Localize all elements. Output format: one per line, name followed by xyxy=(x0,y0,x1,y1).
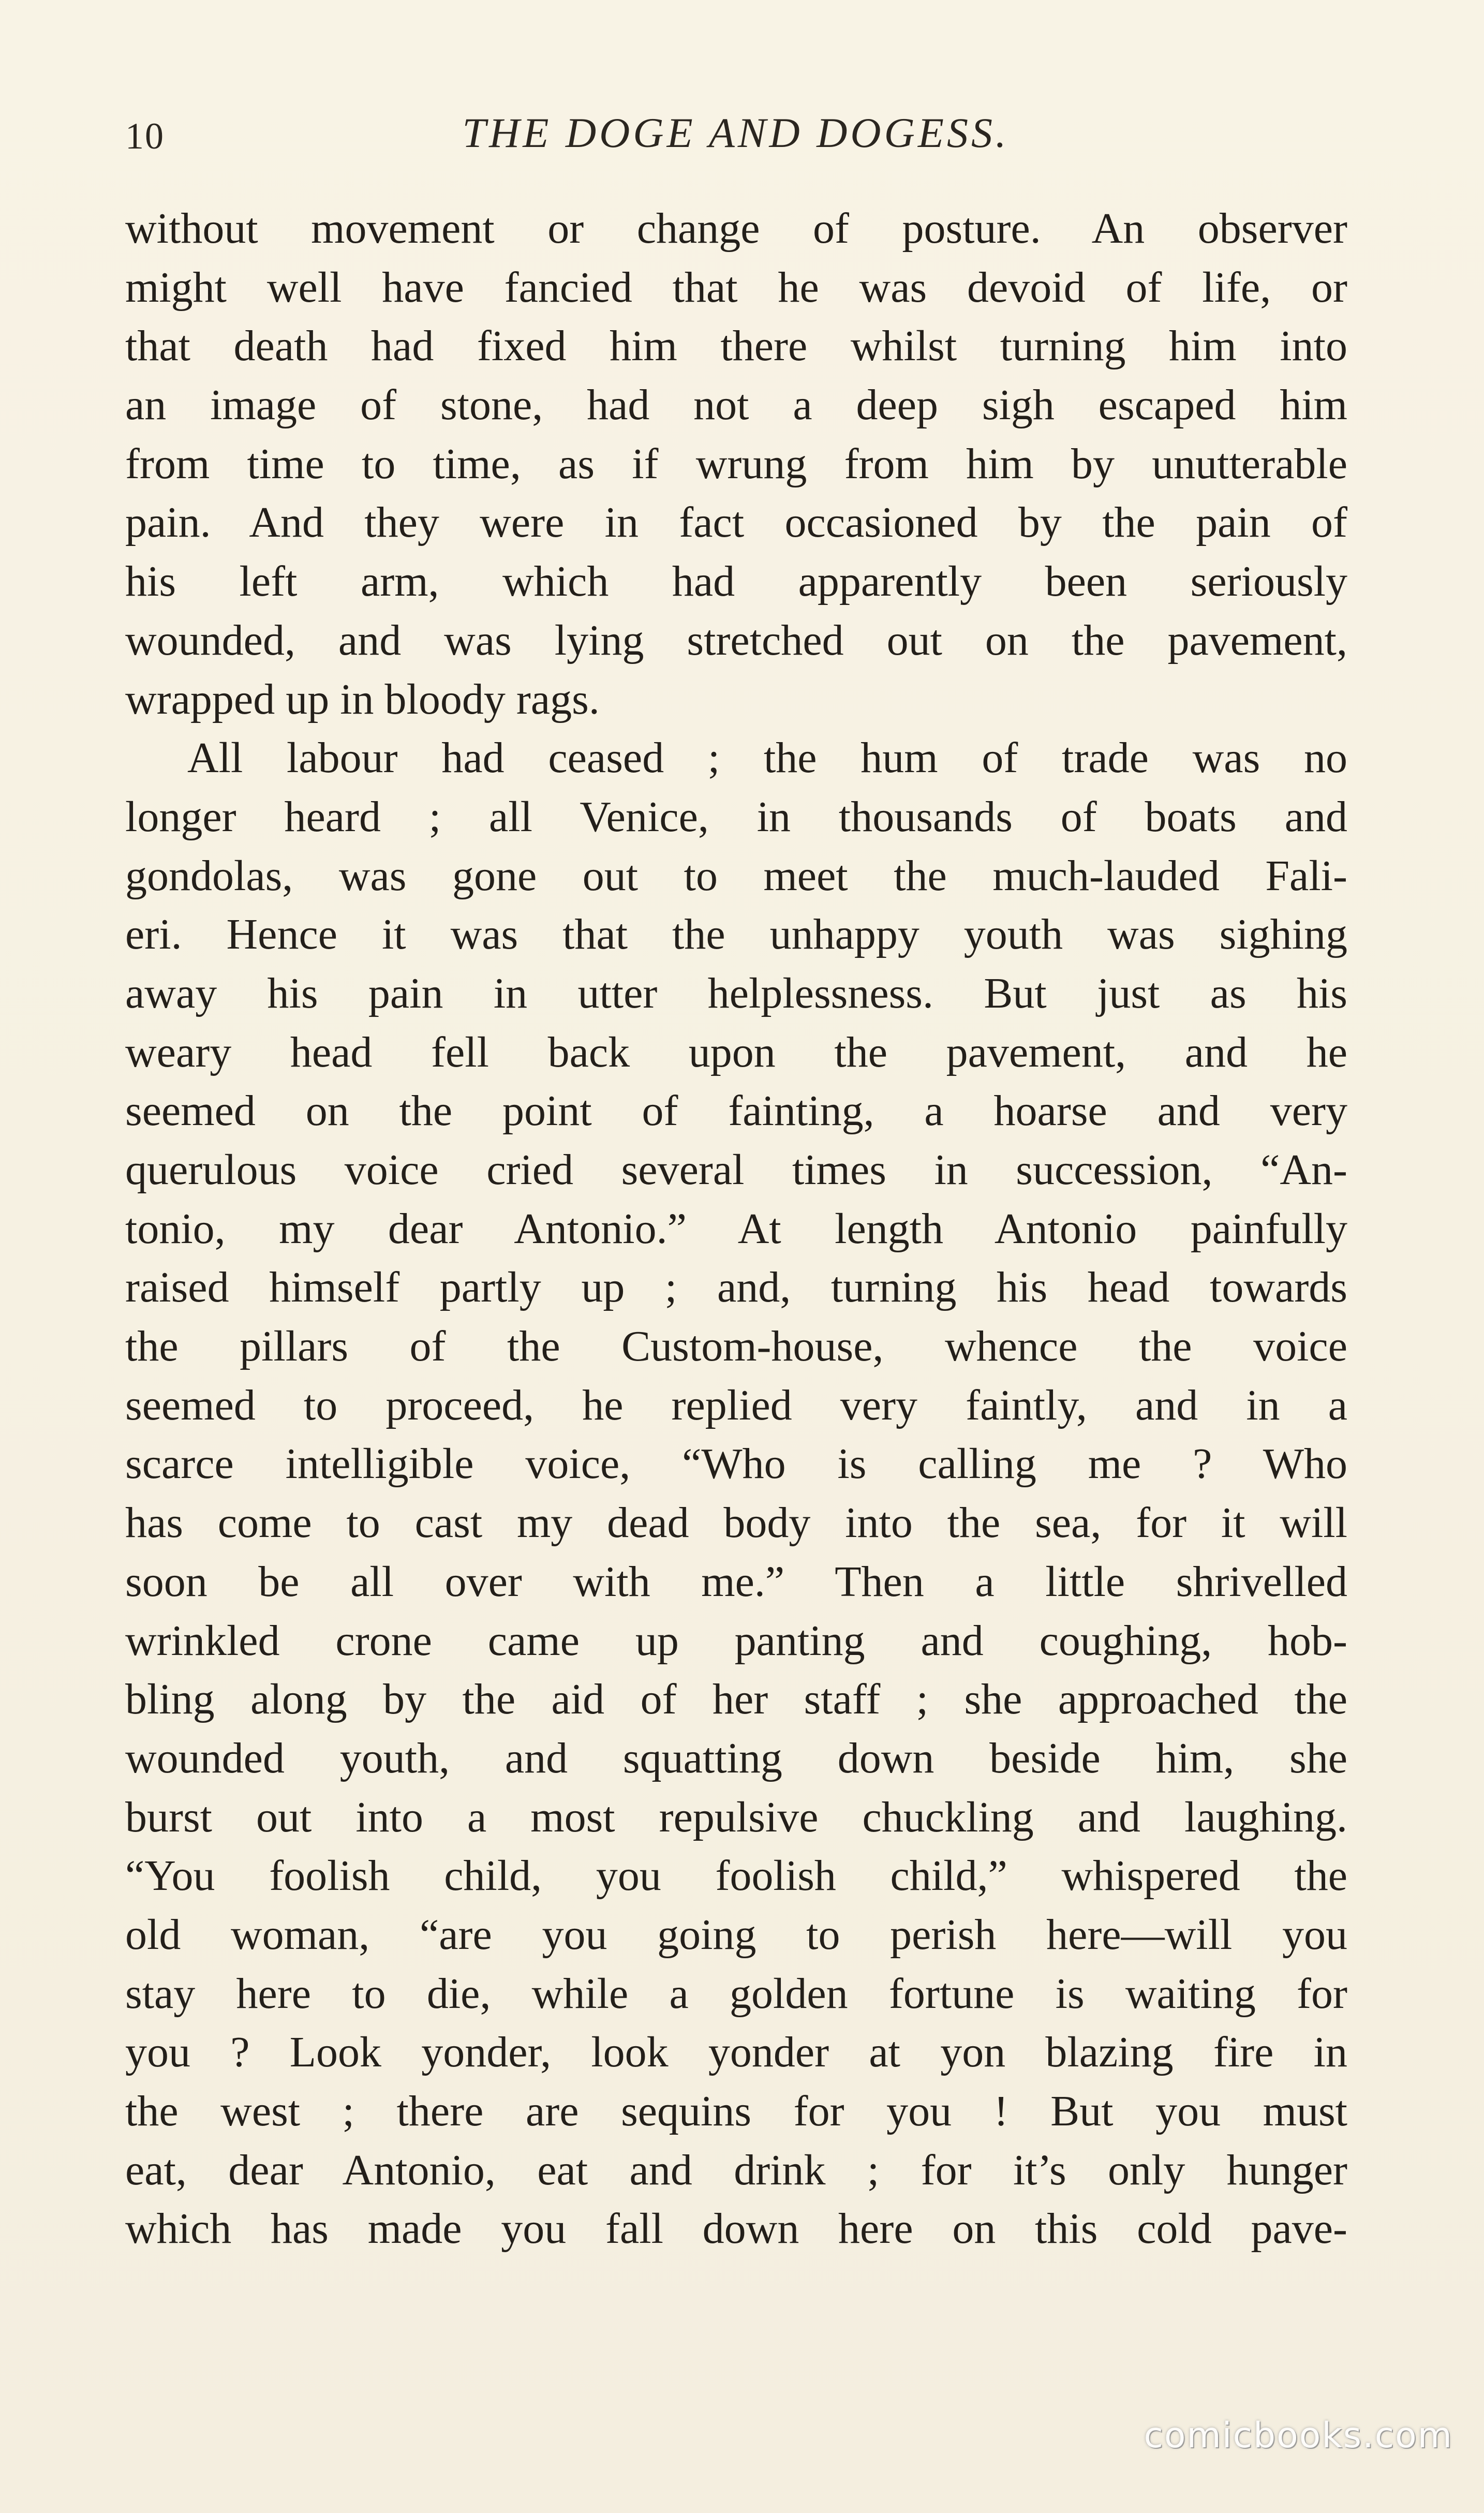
text-line: All labour had ceased ; the hum of trade was no xyxy=(187,734,1347,782)
body-text xyxy=(125,199,1347,2258)
text-line: raised himself partly up ; and, turning his head towards xyxy=(125,1263,1347,1312)
text-line: seemed to proceed, he replied very faintly, and in a xyxy=(125,1381,1347,1429)
text-line: bling along by the aid of her staff ; she approached the xyxy=(125,1675,1347,1724)
text-line: without movement or change of posture. An observer xyxy=(125,204,1347,253)
page-number: 10 xyxy=(125,115,165,157)
text-line: wounded, and was lying stretched out on the pavement, xyxy=(125,616,1347,664)
text-line: an image of stone, had not a deep sigh escaped him xyxy=(125,381,1347,430)
text-line: which has made you fall down here on this cold pave- xyxy=(125,2205,1347,2253)
text-line: from time to time, as if wrung from him by unutterable xyxy=(125,439,1347,488)
text-line: querulous voice cried several times in succession, “An- xyxy=(125,1146,1347,1194)
text-line: weary head fell back upon the pavement, and he xyxy=(125,1028,1347,1076)
text-line: pain. And they were in fact occasioned by the pain of xyxy=(125,498,1347,547)
text-line: stay here to die, while a golden fortune is waiting for xyxy=(125,1969,1347,2018)
text-line: you ? Look yonder, look yonder at yon blazing fire in xyxy=(125,2028,1347,2077)
text-line: old woman, “are you going to perish here—will you xyxy=(125,1910,1347,1959)
text-line: burst out into a most repulsive chuckling and laughing. xyxy=(125,1793,1347,1841)
text-line: wounded youth, and squatting down beside him, she xyxy=(125,1734,1347,1782)
text-line: longer heard ; all Venice, in thousands of boats and xyxy=(125,792,1347,841)
text-line: away his pain in utter helplessness. But just as his xyxy=(125,969,1347,1017)
text-line: gondolas, was gone out to meet the much-lauded Fali- xyxy=(125,851,1347,900)
text-line: eri. Hence it was that the unhappy youth was sighing xyxy=(125,910,1347,959)
text-line: seemed on the point of fainting, a hoarse and very xyxy=(125,1087,1347,1135)
text-line: the pillars of the Custom-house, whence the voice xyxy=(125,1322,1347,1371)
text-line: that death had fixed him there whilst turning him into xyxy=(125,322,1347,371)
running-head xyxy=(125,109,1346,171)
text-line: the west ; there are sequins for you ! But you must xyxy=(125,2087,1347,2135)
text-line: tonio, my dear Antonio.” At length Antonio painfully xyxy=(125,1204,1347,1253)
text-line: has come to cast my dead body into the sea, for it will xyxy=(125,1499,1347,1547)
text-line: “You foolish child, you foolish child,” whispered the xyxy=(125,1852,1347,1900)
text-line: scarce intelligible voice, “Who is calling me ? Who xyxy=(125,1440,1347,1488)
text-line: might well have fancied that he was devoid of life, or xyxy=(125,263,1347,312)
text-line: soon be all over with me.” Then a little shrivelled xyxy=(125,1557,1347,1606)
running-title: THE DOGE AND DOGESS. xyxy=(462,109,1010,156)
text-line: eat, dear Antonio, eat and drink ; for it’s only hunger xyxy=(125,2146,1347,2194)
watermark: comicbooks.com xyxy=(1144,2415,1453,2456)
text-line: his left arm, which had apparently been seriously xyxy=(125,557,1347,606)
text-line: wrinkled crone came up panting and coughing, hob- xyxy=(125,1616,1347,1665)
text-line: wrapped up in bloody rags. xyxy=(125,675,600,723)
